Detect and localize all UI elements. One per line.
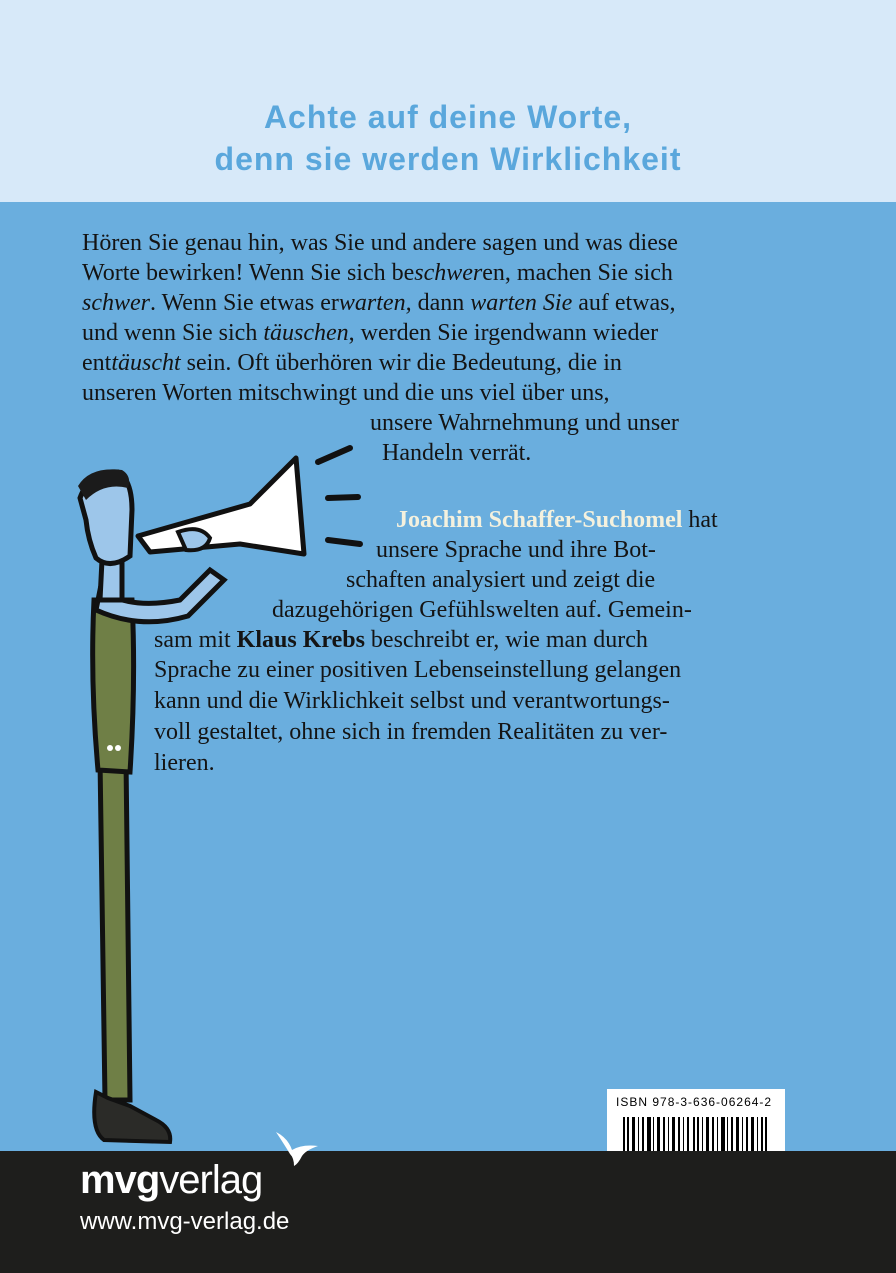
coauthor-name: Klaus Krebs	[236, 627, 365, 653]
body-line: Sprache zu einer positiven Lebenseinstellung gelangen	[154, 657, 682, 683]
body-line: schwer. Wenn Sie etwas erwarten, dann warten Sie auf etwas,	[82, 290, 676, 316]
body-line: Joachim Schaffer-Suchomel hat	[396, 507, 718, 533]
body-line: enttäuscht sein. Oft überhören wir die Bedeutung, die in	[82, 350, 622, 376]
body-line: dazugehörigen Gefühlswelten auf. Gemein-	[272, 597, 692, 623]
body-line: kann und die Wirklichkeit selbst und verantwortungs-	[154, 688, 670, 714]
body-line: Hören Sie genau hin, was Sie und andere sagen und was diese	[82, 230, 678, 256]
body-line: Worte bewirken! Wenn Sie sich beschweren, machen Sie sich	[82, 260, 673, 286]
body-line: und wenn Sie sich täuschen, werden Sie irgendwann wieder	[82, 320, 659, 346]
author-name: Joachim Schaffer-Suchomel	[396, 507, 683, 533]
body-line: lieren.	[154, 750, 215, 776]
body-line: voll gestaltet, ohne sich in fremden Realitäten zu ver-	[154, 719, 668, 745]
publisher-url[interactable]: www.mvg-verlag.de	[80, 1208, 290, 1235]
title-line-1: Achte auf deine Worte,	[263, 99, 633, 135]
body-line: sam mit Klaus Krebs beschreibt er, wie man durch	[154, 627, 648, 653]
title-line-2: denn sie werden Wirklichkeit	[214, 141, 682, 177]
publisher-logo: mvgverlag	[80, 1158, 263, 1202]
man-with-megaphone-illustration	[60, 440, 380, 1160]
body-line: unseren Worten mitschwingt und die uns viel über uns,	[82, 380, 610, 406]
isbn-label: ISBN 978-3-636-06264-2	[616, 1095, 773, 1109]
body-line: unsere Sprache und ihre Bot-	[376, 537, 656, 563]
body-line: Handeln verrät.	[382, 440, 532, 466]
page-title	[0, 96, 896, 180]
body-line: schaften analysiert und zeigt die	[346, 567, 656, 593]
bird-icon	[272, 1128, 322, 1168]
body-line: unsere Wahrnehmung und unser	[370, 410, 679, 436]
